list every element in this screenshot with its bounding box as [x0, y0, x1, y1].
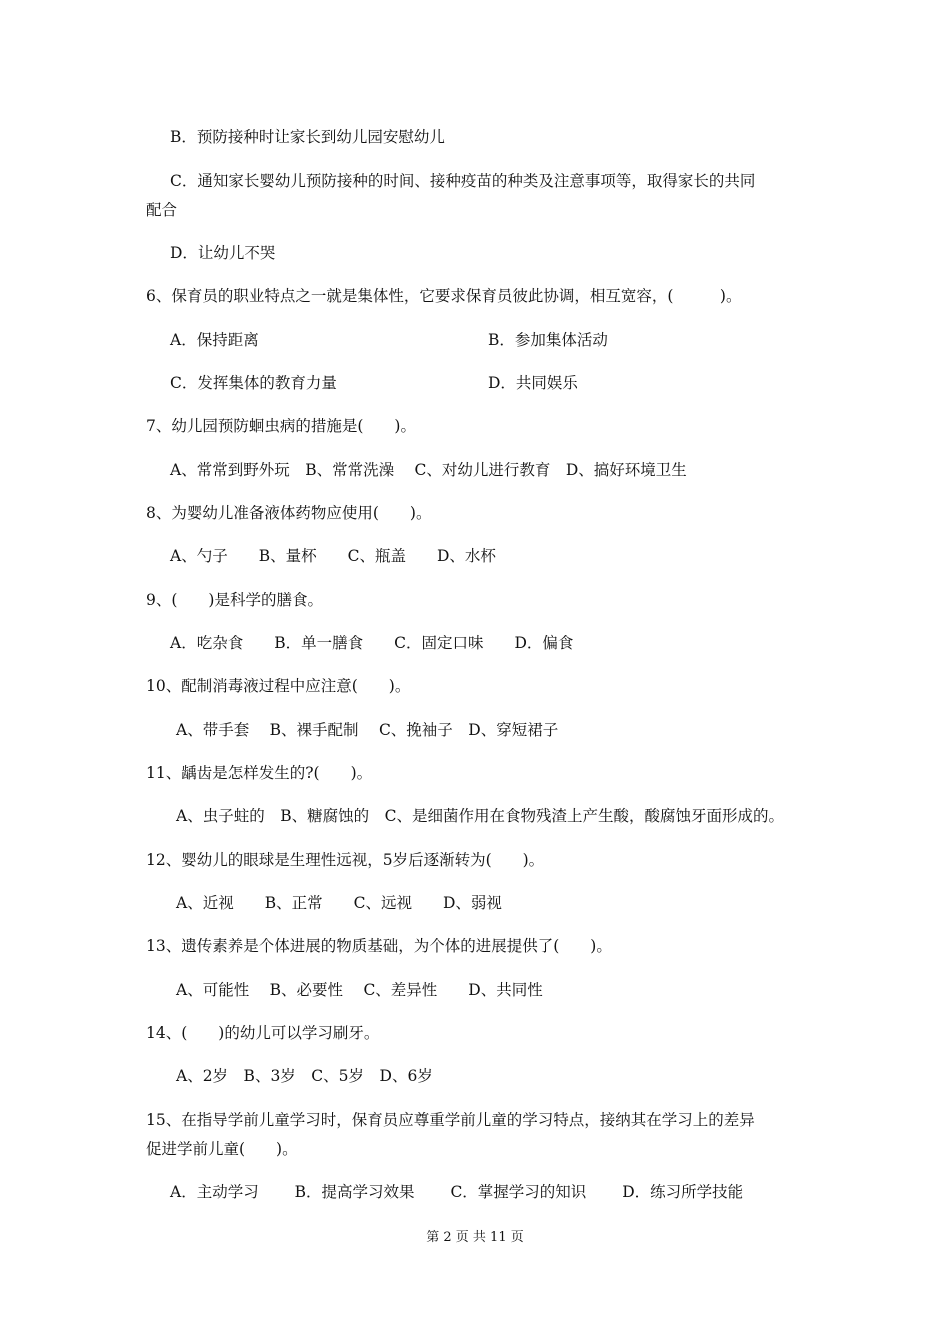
options-14: A、2岁 B、3岁 C、5岁 D、6岁 — [176, 1067, 433, 1085]
option-line: D．让幼儿不哭 — [170, 244, 276, 262]
option-6a: A．保持距离 — [170, 331, 259, 349]
question-15: 15、在指导学前儿童学习时，保育员应尊重学前儿童的学习特点，接纳其在学习上的差异 — [146, 1111, 755, 1129]
options-9: A．吃杂食 B．单一膳食 C．固定口味 D．偏食 — [170, 634, 574, 652]
options-11: A、虫子蛀的 B、糖腐蚀的 C、是细菌作用在食物残渣上产生酸，酸腐蚀牙面形成的。 — [176, 807, 784, 825]
question-14: 14、( )的幼儿可以学习刷牙。 — [146, 1024, 380, 1042]
question-12: 12、婴幼儿的眼球是生理性远视，5岁后逐渐转为( )。 — [146, 851, 545, 869]
question-11: 11、龋齿是怎样发生的?( )。 — [146, 764, 373, 782]
option-6c: C．发挥集体的教育力量 — [170, 374, 337, 392]
options-7: A、常常到野外玩 B、常常洗澡 C、对幼儿进行教育 D、搞好环境卫生 — [170, 461, 687, 479]
option-line: C．通知家长婴幼儿预防接种的时间、接种疫苗的种类及注意事项等，取得家长的共同 — [170, 172, 756, 190]
question-10: 10、配制消毒液过程中应注意( )。 — [146, 677, 411, 695]
options-15: A．主动学习 B．提高学习效果 C．掌握学习的知识 D．练习所学技能 — [170, 1183, 744, 1201]
option-6d: D．共同娱乐 — [488, 374, 578, 392]
page-number: 第 2 页 共 11 页 — [426, 1230, 524, 1245]
options-13: A、可能性 B、必要性 C、差异性 D、共同性 — [176, 981, 543, 999]
option-line: B．预防接种时让家长到幼儿园安慰幼儿 — [170, 128, 445, 146]
question-13: 13、遗传素养是个体进展的物质基础，为个体的进展提供了( )。 — [146, 937, 612, 955]
question-15-continued: 促进学前儿童( )。 — [146, 1140, 298, 1158]
option-line-continued: 配合 — [146, 201, 178, 219]
question-7: 7、幼儿园预防蛔虫病的措施是( )。 — [146, 417, 416, 435]
option-6b: B．参加集体活动 — [488, 331, 608, 349]
question-6: 6、保育员的职业特点之一就是集体性，它要求保育员彼此协调，相互宽容，( )。 — [146, 287, 742, 305]
options-8: A、勺子 B、量杯 C、瓶盖 D、水杯 — [170, 547, 496, 565]
question-8: 8、为婴幼儿准备液体药物应使用( )。 — [146, 504, 432, 522]
options-12: A、近视 B、正常 C、远视 D、弱视 — [176, 894, 502, 912]
options-10: A、带手套 B、裸手配制 C、挽袖子 D、穿短裙子 — [176, 721, 559, 739]
question-9: 9、( )是科学的膳食。 — [146, 591, 323, 609]
